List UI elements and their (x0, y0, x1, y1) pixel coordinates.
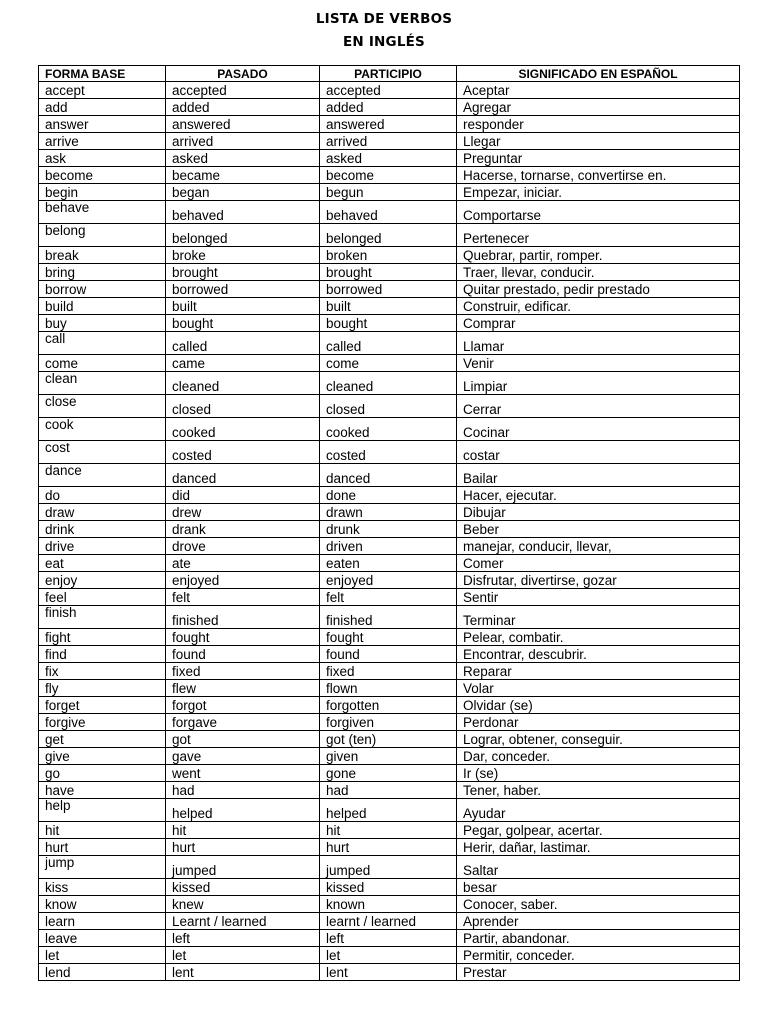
cell-past: added (166, 99, 320, 116)
verb-table (38, 65, 740, 981)
cell-meaning: Pegar, golpear, acertar. (457, 822, 740, 839)
table-row (39, 714, 740, 731)
cell-meaning: Limpiar (457, 372, 740, 395)
cell-meaning: manejar, conducir, llevar, (457, 538, 740, 555)
cell-participle: given (320, 748, 457, 765)
cell-meaning: Sentir (457, 589, 740, 606)
cell-past: closed (166, 395, 320, 418)
cell-participle: cooked (320, 418, 457, 441)
cell-base-form: go (39, 765, 166, 782)
header-base-form: FORMA BASE (39, 66, 166, 82)
cell-participle: lent (320, 964, 457, 981)
cell-meaning: Dar, conceder. (457, 748, 740, 765)
cell-base-form: accept (39, 82, 166, 99)
table-row (39, 264, 740, 281)
cell-past: knew (166, 896, 320, 913)
table-row (39, 947, 740, 964)
cell-past: borrowed (166, 281, 320, 298)
cell-participle: belonged (320, 224, 457, 247)
cell-base-form: fight (39, 629, 166, 646)
table-row (39, 372, 740, 395)
header-participle: PARTICIPIO (320, 66, 457, 82)
cell-participle: behaved (320, 201, 457, 224)
table-row (39, 99, 740, 116)
cell-base-form: fix (39, 663, 166, 680)
cell-meaning: costar (457, 441, 740, 464)
cell-participle: eaten (320, 555, 457, 572)
cell-past: drove (166, 538, 320, 555)
cell-meaning: Perdonar (457, 714, 740, 731)
cell-past: accepted (166, 82, 320, 99)
cell-past: kissed (166, 879, 320, 896)
cell-base-form: call (39, 332, 166, 355)
table-row (39, 680, 740, 697)
cell-participle: added (320, 99, 457, 116)
table-row (39, 839, 740, 856)
cell-meaning: Olvidar (se) (457, 697, 740, 714)
cell-base-form: add (39, 99, 166, 116)
cell-participle: helped (320, 799, 457, 822)
cell-past: costed (166, 441, 320, 464)
cell-meaning: Prestar (457, 964, 740, 981)
cell-past: left (166, 930, 320, 947)
cell-base-form: get (39, 731, 166, 748)
cell-past: found (166, 646, 320, 663)
cell-base-form: close (39, 395, 166, 418)
cell-meaning: Hacer, ejecutar. (457, 487, 740, 504)
cell-past: gave (166, 748, 320, 765)
cell-base-form: behave (39, 201, 166, 224)
cell-past: hit (166, 822, 320, 839)
cell-participle: found (320, 646, 457, 663)
table-row (39, 765, 740, 782)
table-row (39, 663, 740, 680)
table-row (39, 697, 740, 714)
verb-table-body (39, 82, 740, 981)
table-row (39, 606, 740, 629)
cell-meaning: Terminar (457, 606, 740, 629)
table-row (39, 964, 740, 981)
cell-base-form: finish (39, 606, 166, 629)
cell-participle: let (320, 947, 457, 964)
table-row (39, 167, 740, 184)
cell-base-form: draw (39, 504, 166, 521)
cell-meaning: Ir (se) (457, 765, 740, 782)
cell-participle: known (320, 896, 457, 913)
table-row (39, 315, 740, 332)
cell-base-form: forget (39, 697, 166, 714)
cell-meaning: Preguntar (457, 150, 740, 167)
cell-past: Learnt / learned (166, 913, 320, 930)
cell-meaning: Llamar (457, 332, 740, 355)
cell-past: fought (166, 629, 320, 646)
cell-meaning: Construir, edificar. (457, 298, 740, 315)
document-title-line2: EN INGLÉS (343, 34, 425, 50)
cell-base-form: come (39, 355, 166, 372)
table-row (39, 504, 740, 521)
table-row (39, 332, 740, 355)
cell-participle: left (320, 930, 457, 947)
cell-past: answered (166, 116, 320, 133)
cell-meaning: Cerrar (457, 395, 740, 418)
cell-past: asked (166, 150, 320, 167)
table-row (39, 538, 740, 555)
cell-meaning: Cocinar (457, 418, 740, 441)
cell-base-form: hurt (39, 839, 166, 856)
cell-base-form: ask (39, 150, 166, 167)
cell-base-form: borrow (39, 281, 166, 298)
cell-meaning: Llegar (457, 133, 740, 150)
table-row (39, 82, 740, 99)
cell-base-form: do (39, 487, 166, 504)
cell-past: behaved (166, 201, 320, 224)
cell-participle: enjoyed (320, 572, 457, 589)
cell-past: drew (166, 504, 320, 521)
cell-past: went (166, 765, 320, 782)
cell-participle: answered (320, 116, 457, 133)
table-header-row (39, 66, 740, 82)
cell-participle: got (ten) (320, 731, 457, 748)
cell-past: jumped (166, 856, 320, 879)
cell-past: came (166, 355, 320, 372)
cell-meaning: Reparar (457, 663, 740, 680)
cell-past: let (166, 947, 320, 964)
cell-participle: cleaned (320, 372, 457, 395)
cell-past: drank (166, 521, 320, 538)
cell-participle: fixed (320, 663, 457, 680)
cell-past: felt (166, 589, 320, 606)
cell-base-form: cook (39, 418, 166, 441)
cell-participle: forgiven (320, 714, 457, 731)
cell-base-form: build (39, 298, 166, 315)
cell-meaning: Herir, dañar, lastimar. (457, 839, 740, 856)
cell-participle: called (320, 332, 457, 355)
cell-meaning: Lograr, obtener, conseguir. (457, 731, 740, 748)
cell-meaning: Tener, haber. (457, 782, 740, 799)
table-row (39, 395, 740, 418)
table-row (39, 822, 740, 839)
cell-past: belonged (166, 224, 320, 247)
cell-past: flew (166, 680, 320, 697)
table-row (39, 247, 740, 264)
cell-base-form: break (39, 247, 166, 264)
cell-past: bought (166, 315, 320, 332)
table-row (39, 629, 740, 646)
cell-base-form: become (39, 167, 166, 184)
cell-base-form: find (39, 646, 166, 663)
cell-past: enjoyed (166, 572, 320, 589)
cell-base-form: answer (39, 116, 166, 133)
table-row (39, 731, 740, 748)
table-row (39, 913, 740, 930)
table-row (39, 224, 740, 247)
cell-participle: arrived (320, 133, 457, 150)
cell-past: hurt (166, 839, 320, 856)
table-row (39, 487, 740, 504)
cell-past: fixed (166, 663, 320, 680)
table-row (39, 418, 740, 441)
cell-meaning: Aceptar (457, 82, 740, 99)
document-title-line1: LISTA DE VERBOS (315, 11, 453, 27)
cell-past: began (166, 184, 320, 201)
cell-past: forgot (166, 697, 320, 714)
cell-past: lent (166, 964, 320, 981)
cell-past: called (166, 332, 320, 355)
cell-base-form: clean (39, 372, 166, 395)
table-row (39, 441, 740, 464)
cell-meaning: Beber (457, 521, 740, 538)
cell-participle: bought (320, 315, 457, 332)
cell-base-form: forgive (39, 714, 166, 731)
table-row (39, 521, 740, 538)
cell-base-form: let (39, 947, 166, 964)
cell-participle: gone (320, 765, 457, 782)
table-row (39, 184, 740, 201)
cell-meaning: Bailar (457, 464, 740, 487)
cell-participle: accepted (320, 82, 457, 99)
cell-past: ate (166, 555, 320, 572)
cell-participle: closed (320, 395, 457, 418)
cell-participle: brought (320, 264, 457, 281)
cell-base-form: feel (39, 589, 166, 606)
table-row (39, 799, 740, 822)
cell-base-form: kiss (39, 879, 166, 896)
cell-meaning: Conocer, saber. (457, 896, 740, 913)
cell-participle: begun (320, 184, 457, 201)
cell-participle: become (320, 167, 457, 184)
cell-participle: flown (320, 680, 457, 697)
cell-base-form: give (39, 748, 166, 765)
table-row (39, 133, 740, 150)
cell-base-form: bring (39, 264, 166, 281)
cell-participle: asked (320, 150, 457, 167)
table-row (39, 782, 740, 799)
table-row (39, 464, 740, 487)
cell-base-form: dance (39, 464, 166, 487)
cell-participle: danced (320, 464, 457, 487)
cell-base-form: lend (39, 964, 166, 981)
table-row (39, 201, 740, 224)
table-row (39, 879, 740, 896)
table-row (39, 150, 740, 167)
cell-past: had (166, 782, 320, 799)
cell-participle: borrowed (320, 281, 457, 298)
cell-participle: driven (320, 538, 457, 555)
cell-participle: hit (320, 822, 457, 839)
cell-base-form: jump (39, 856, 166, 879)
cell-meaning: Aprender (457, 913, 740, 930)
cell-meaning: Pelear, combatir. (457, 629, 740, 646)
cell-meaning: Hacerse, tornarse, convertirse en. (457, 167, 740, 184)
cell-participle: hurt (320, 839, 457, 856)
cell-base-form: help (39, 799, 166, 822)
table-row (39, 896, 740, 913)
cell-base-form: know (39, 896, 166, 913)
cell-past: cleaned (166, 372, 320, 395)
table-row (39, 930, 740, 947)
cell-meaning: Pertenecer (457, 224, 740, 247)
cell-base-form: drink (39, 521, 166, 538)
cell-base-form: enjoy (39, 572, 166, 589)
cell-meaning: Volar (457, 680, 740, 697)
cell-participle: drawn (320, 504, 457, 521)
cell-participle: built (320, 298, 457, 315)
table-row (39, 355, 740, 372)
table-row (39, 572, 740, 589)
cell-participle: costed (320, 441, 457, 464)
cell-past: finished (166, 606, 320, 629)
cell-meaning: Permitir, conceder. (457, 947, 740, 964)
cell-meaning: responder (457, 116, 740, 133)
cell-past: cooked (166, 418, 320, 441)
cell-base-form: begin (39, 184, 166, 201)
cell-meaning: Comportarse (457, 201, 740, 224)
cell-participle: learnt / learned (320, 913, 457, 930)
cell-participle: done (320, 487, 457, 504)
cell-base-form: eat (39, 555, 166, 572)
cell-meaning: Encontrar, descubrir. (457, 646, 740, 663)
table-row (39, 748, 740, 765)
cell-base-form: buy (39, 315, 166, 332)
cell-meaning: Ayudar (457, 799, 740, 822)
cell-meaning: Traer, llevar, conducir. (457, 264, 740, 281)
cell-past: got (166, 731, 320, 748)
table-row (39, 856, 740, 879)
cell-base-form: learn (39, 913, 166, 930)
cell-base-form: drive (39, 538, 166, 555)
table-row (39, 555, 740, 572)
cell-base-form: cost (39, 441, 166, 464)
cell-participle: come (320, 355, 457, 372)
cell-participle: finished (320, 606, 457, 629)
cell-meaning: Comer (457, 555, 740, 572)
cell-participle: fought (320, 629, 457, 646)
cell-participle: kissed (320, 879, 457, 896)
cell-past: danced (166, 464, 320, 487)
cell-meaning: besar (457, 879, 740, 896)
cell-participle: forgotten (320, 697, 457, 714)
cell-participle: jumped (320, 856, 457, 879)
table-row (39, 646, 740, 663)
cell-past: arrived (166, 133, 320, 150)
cell-base-form: hit (39, 822, 166, 839)
cell-meaning: Comprar (457, 315, 740, 332)
cell-past: helped (166, 799, 320, 822)
cell-base-form: arrive (39, 133, 166, 150)
cell-meaning: Disfrutar, divertirse, gozar (457, 572, 740, 589)
cell-meaning: Dibujar (457, 504, 740, 521)
cell-meaning: Empezar, iniciar. (457, 184, 740, 201)
cell-base-form: leave (39, 930, 166, 947)
cell-past: forgave (166, 714, 320, 731)
cell-base-form: belong (39, 224, 166, 247)
cell-past: broke (166, 247, 320, 264)
cell-past: did (166, 487, 320, 504)
cell-meaning: Saltar (457, 856, 740, 879)
cell-participle: had (320, 782, 457, 799)
cell-past: built (166, 298, 320, 315)
table-row (39, 589, 740, 606)
cell-past: became (166, 167, 320, 184)
cell-meaning: Agregar (457, 99, 740, 116)
cell-past: brought (166, 264, 320, 281)
cell-meaning: Venir (457, 355, 740, 372)
cell-meaning: Partir, abandonar. (457, 930, 740, 947)
table-row (39, 116, 740, 133)
cell-meaning: Quitar prestado, pedir prestado (457, 281, 740, 298)
cell-participle: felt (320, 589, 457, 606)
header-meaning: SIGNIFICADO EN ESPAÑOL (457, 66, 740, 82)
table-row (39, 298, 740, 315)
cell-participle: drunk (320, 521, 457, 538)
cell-meaning: Quebrar, partir, romper. (457, 247, 740, 264)
cell-base-form: fly (39, 680, 166, 697)
cell-participle: broken (320, 247, 457, 264)
table-row (39, 281, 740, 298)
header-past: PASADO (166, 66, 320, 82)
cell-base-form: have (39, 782, 166, 799)
